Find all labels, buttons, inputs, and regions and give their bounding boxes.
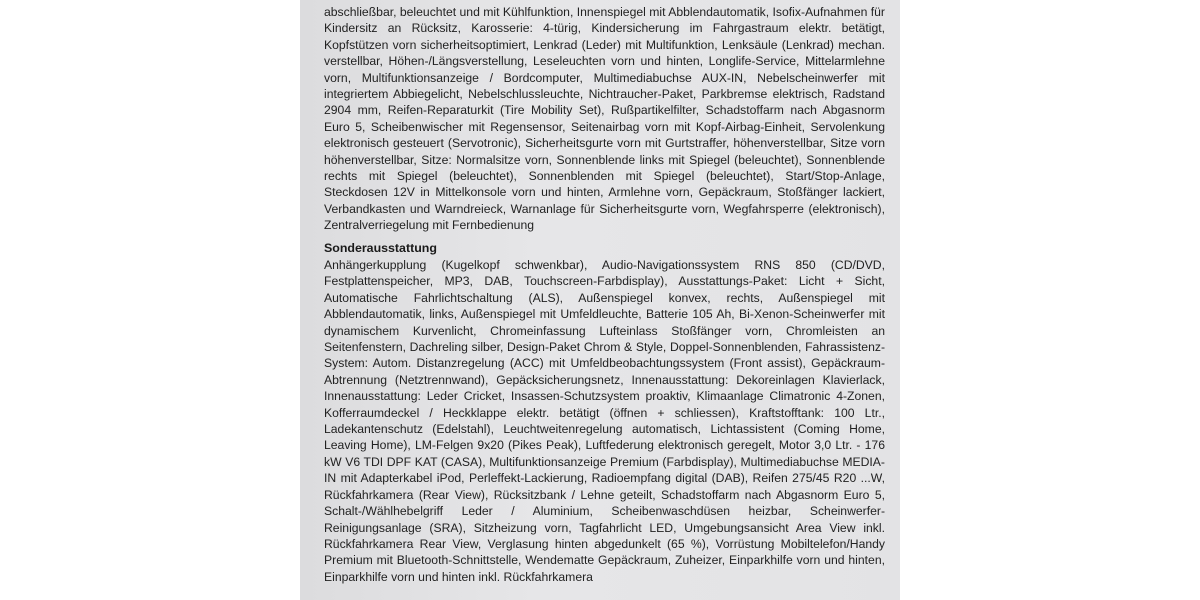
standard-equipment-text: abschließbar, beleuchtet und mit Kühlfunktion, Innenspiegel mit Abblendautomatik, Isofix-Aufnahmen für Kindersitz an Rücksitz, Karosserie: 4-türig, Kindersicherung im Fahrgastraum elektr. betätigt, Kopfstützen vorn sicherheitsoptimiert, Lenkrad (Leder) mit Multifunktion, Lenksäule (Lenkrad) mechan. verstellbar, Höhen-/Längsverstellung, Leseleuchten vorn und hinten, Longlife-Service, Mittelarmlehne vorn, Multifunktionsanzeige / Bordcomputer, Multimediabuchse AUX-IN, Nebelscheinwerfer mit integriertem Abbiegelicht, Nebelschlussleuchte, Nichtraucher-Paket, Parkbremse elektrisch, Radstand 2904 mm, Reifen-Reparaturkit (Tire Mobility Set), Rußpartikelfilter, Schadstoffarm nach Abgasnorm Euro 5, Scheibenwischer mit Regensensor, Seitenairbag vorn mit Kopf-Airbag-Einheit, Servolenkung elektronisch gesteuert (Servotronic), Sicherheitsgurte vorn mit Gurtstraffer, höhenverstellbar, Sitze vorn höhenverstellbar, Sitze: Normalsitze vorn, Sonnenblende links mit Spiegel (beleuchtet), Sonnenblende rechts mit Spiegel (beleuchtet), Sonnenblenden mit Spiegel (beleuchtet), Start/Stop-Anlage, Steckdosen 12V in Mittelkonsole vorn und hinten, Armlehne vorn, Gepäckraum, Stoßfänger lackiert, Verbandkasten und Warndreieck, Warnanlage für Sicherheitsgurte vorn, Wegfahrsperre (elektronisch), Zentralverriegelung mit Fernbedienung (324, 5, 885, 233)
document-page (300, 0, 900, 600)
special-equipment-heading: Sonderausstattung (324, 241, 437, 255)
special-equipment-text: Anhängerkupplung (Kugelkopf schwenkbar), Audio-Navigationssystem RNS 850 (CD/DVD, Festplattenspeicher, MP3, DAB, Touchscreen-Farbdisplay), Ausstattungs-Paket: Licht + Sicht, Automatische Fahrlichtschaltung (ALS), Außenspiegel konvex, rechts, Außenspiegel mit Abblendautomatik, links, Außenspiegel mit Umfeldleuchte, Batterie 105 Ah, Bi-Xenon-Scheinwerfer mit dynamischem Kurvenlicht, Chromeinfassung Lufteinlass Stoßfänger vorn, Chromleisten an Seitenfenstern, Dachreling silber, Design-Paket Chrom & Style, Doppel-Sonnenblenden, Fahrassistenz-System: Autom. Distanzregelung (ACC) mit Umfeldbeobachtungssystem (Front assist), Gepäckraum-Abtrennung (Netztrennwand), Gepäcksicherungsnetz, Innenausstattung: Dekoreinlagen Klavierlack, Innenausstattung: Leder Cricket, Insassen-Schutzsystem proaktiv, Klimaanlage Climatronic 4-Zonen, Kofferraumdeckel / Heckklappe elektr. betätigt (öffnen + schliessen), Kraftstofftank: 100 Ltr., Ladekantenschutz (Edelstahl), Leuchtweitenregelung automatisch, Lichtassistent (Coming Home, Leaving Home), LM-Felgen 9x20 (Pikes Peak), Luftfederung elektronisch geregelt, Motor 3,0 Ltr. - 176 kW V6 TDI DPF KAT (CASA), Multifunktionsanzeige Premium (Farbdisplay), Multimediabuchse MEDIA-IN mit Adapterkabel iPod, Perleffekt-Lackierung, Radioempfang digital (DAB), Reifen 275/45 R20 ...W, Rückfahrkamera (Rear View), Rücksitzbank / Lehne geteilt, Schadstoffarm nach Abgasnorm Euro 5, Schalt-/Wählhebelgriff Leder / Aluminium, Scheibenwaschdüsen heizbar, Scheinwerfer-Reinigungsanlage (SRA), Sitzheizung vorn, Tagfahrlicht LED, Umgebungsansicht Area View inkl. Rückfahrkamera Rear View, Verglasung hinten abgedunkelt (65 %), Vorrüstung Mobiltelefon/Handy Premium mit Bluetooth-Schnittstelle, Wendematte Gepäckraum, Zuheizer, Einparkhilfe vorn und hinten, Einparkhilfe vorn und hinten inkl. Rückfahrkamera (324, 258, 885, 584)
